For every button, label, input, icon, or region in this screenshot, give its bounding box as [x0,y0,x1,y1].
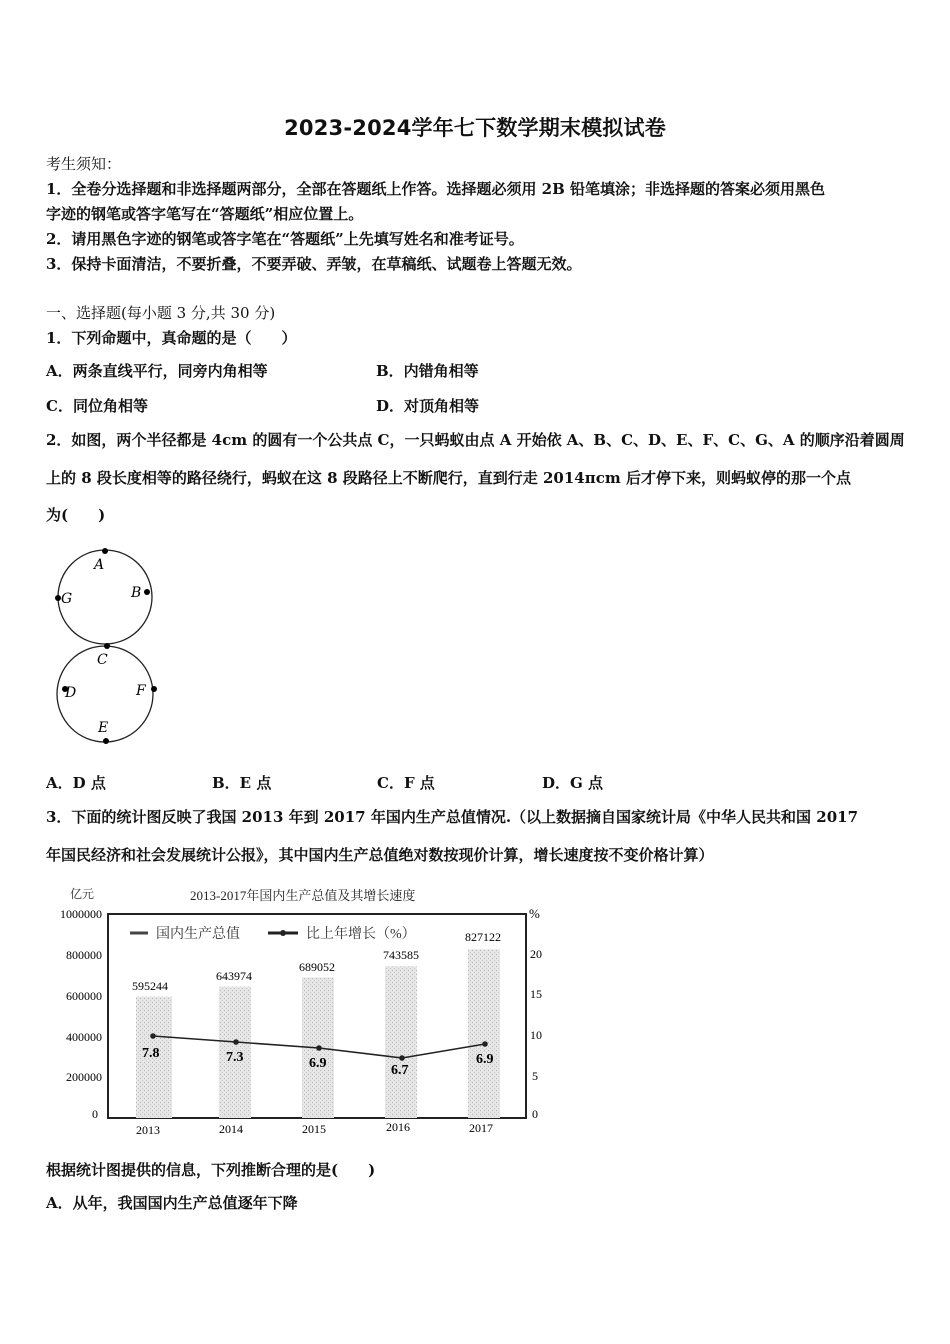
ytick-right-15: 15 [530,987,542,1001]
q1-option-b[interactable]: B．内错角相等 [376,362,479,380]
bar-label-2017: 827122 [465,930,501,944]
notice-item-1: 1．全卷分选择题和非选择题两部分，全部在答题纸上作答。选择题必须用 2B 铅笔填涂；非选择题的答案必须用黑色 [46,180,826,198]
ytick-200000: 200000 [66,1070,102,1084]
legend-growth: 比上年增长（%） [306,927,416,942]
xtick-2013: 2013 [136,1123,160,1137]
q2-option-a[interactable]: A．D 点 [46,774,106,792]
q2-option-b[interactable]: B．E 点 [212,774,272,792]
q2-stem-line2: 上的 8 段长度相等的路径绕行，蚂蚁在这 8 段路径上不断爬行，直到行走 2014πcm 后才停下来，则蚂蚁停的那一个点 [46,469,851,487]
bar-label-2015: 689052 [299,960,335,974]
bar-2016 [385,966,417,1118]
q1-option-a[interactable]: A．两条直线平行，同旁内角相等 [46,362,268,380]
label-b: B [131,585,142,601]
q1-option-d[interactable]: D．对顶角相等 [376,397,480,415]
gdp-chart [40,882,570,1142]
label-a: A [94,557,105,573]
ytick-right-10: 10 [530,1028,542,1042]
ytick-0: 0 [92,1107,98,1121]
q1-stem: 1．下列命题中，真命题的是（ ） [46,329,297,347]
notice-item-3: 3．保持卡面清洁，不要折叠，不要弄破、弄皱，在草稿纸、试题卷上答题无效。 [46,255,582,273]
ytick-800000: 800000 [66,948,102,962]
ytick-1000000: 1000000 [60,907,102,921]
q2-option-d[interactable]: D．G 点 [542,774,604,792]
bar-2017 [468,949,500,1118]
notice-item-1-cont: 字迹的钢笔或答字笔写在“答题纸”相应位置上。 [46,205,364,223]
page-title: 2023-2024学年七下数学期末模拟试卷 [284,116,666,140]
label-c: C [97,652,108,668]
ytick-right-5: 5 [532,1069,538,1083]
bars [136,949,500,1118]
growth-label-2017: 6.9 [476,1052,494,1067]
label-e: E [98,720,109,736]
growth-label-2016: 6.7 [391,1063,409,1078]
growth-label-2013: 7.8 [142,1046,160,1061]
bar-label-2014: 643974 [216,969,252,983]
bar-label-2013: 595244 [132,979,168,993]
label-f: F [136,683,146,699]
xtick-2015: 2015 [302,1122,326,1136]
ytick-600000: 600000 [66,989,102,1003]
growth-label-2014: 7.3 [226,1050,244,1065]
growth-label-2015: 6.9 [309,1056,327,1071]
xtick-2017: 2017 [469,1121,493,1135]
chart-ylabel: 亿元 [70,887,95,901]
two-circles-figure [48,547,160,747]
ytick-right-0: 0 [532,1107,538,1121]
section-heading: 一、选择题(每小题 3 分,共 30 分) [46,304,276,322]
bar-label-2016: 743585 [383,948,419,962]
q1-option-c[interactable]: C．同位角相等 [46,397,148,415]
xtick-2016: 2016 [386,1120,410,1134]
q3-stem-line1: 3．下面的统计图反映了我国 2013 年到 2017 年国内生产总值情况.（以上数据摘自国家统计局《中华人民共和国 2017 [46,808,859,826]
label-g: G [61,591,73,607]
chart-title: 2013-2017年国内生产总值及其增长速度 [190,888,416,903]
label-d: D [65,685,77,701]
notice-heading: 考生须知： [46,155,122,173]
q2-option-c[interactable]: C．F 点 [377,774,435,792]
legend-gdp: 国内生产总值 [156,927,240,942]
q3-question: 根据统计图提供的信息，下列推断合理的是( ) [46,1161,376,1179]
ytick-400000: 400000 [66,1030,102,1044]
notice-item-2: 2．请用黑色字迹的钢笔或答字笔在“答题纸”上先填写姓名和准考证号。 [46,230,524,248]
q2-stem-line3: 为( ) [46,506,106,524]
xtick-2014: 2014 [219,1122,243,1136]
q2-stem-line1: 2．如图，两个半径都是 4cm 的圆有一个公共点 C，一只蚂蚁由点 A 开始依 A、B、C、D、E、F、C、G、A 的顺序沿着圆周 [46,431,905,449]
chart-ylabel-right: % [529,906,540,921]
q3-option-a[interactable]: A．从年，我国国内生产总值逐年下降 [46,1194,298,1212]
ytick-right-20: 20 [530,947,542,961]
q3-stem-line2: 年国民经济和社会发展统计公报》，其中国内生产总值绝对数按现价计算，增长速度按不变价格计算） [46,846,714,864]
